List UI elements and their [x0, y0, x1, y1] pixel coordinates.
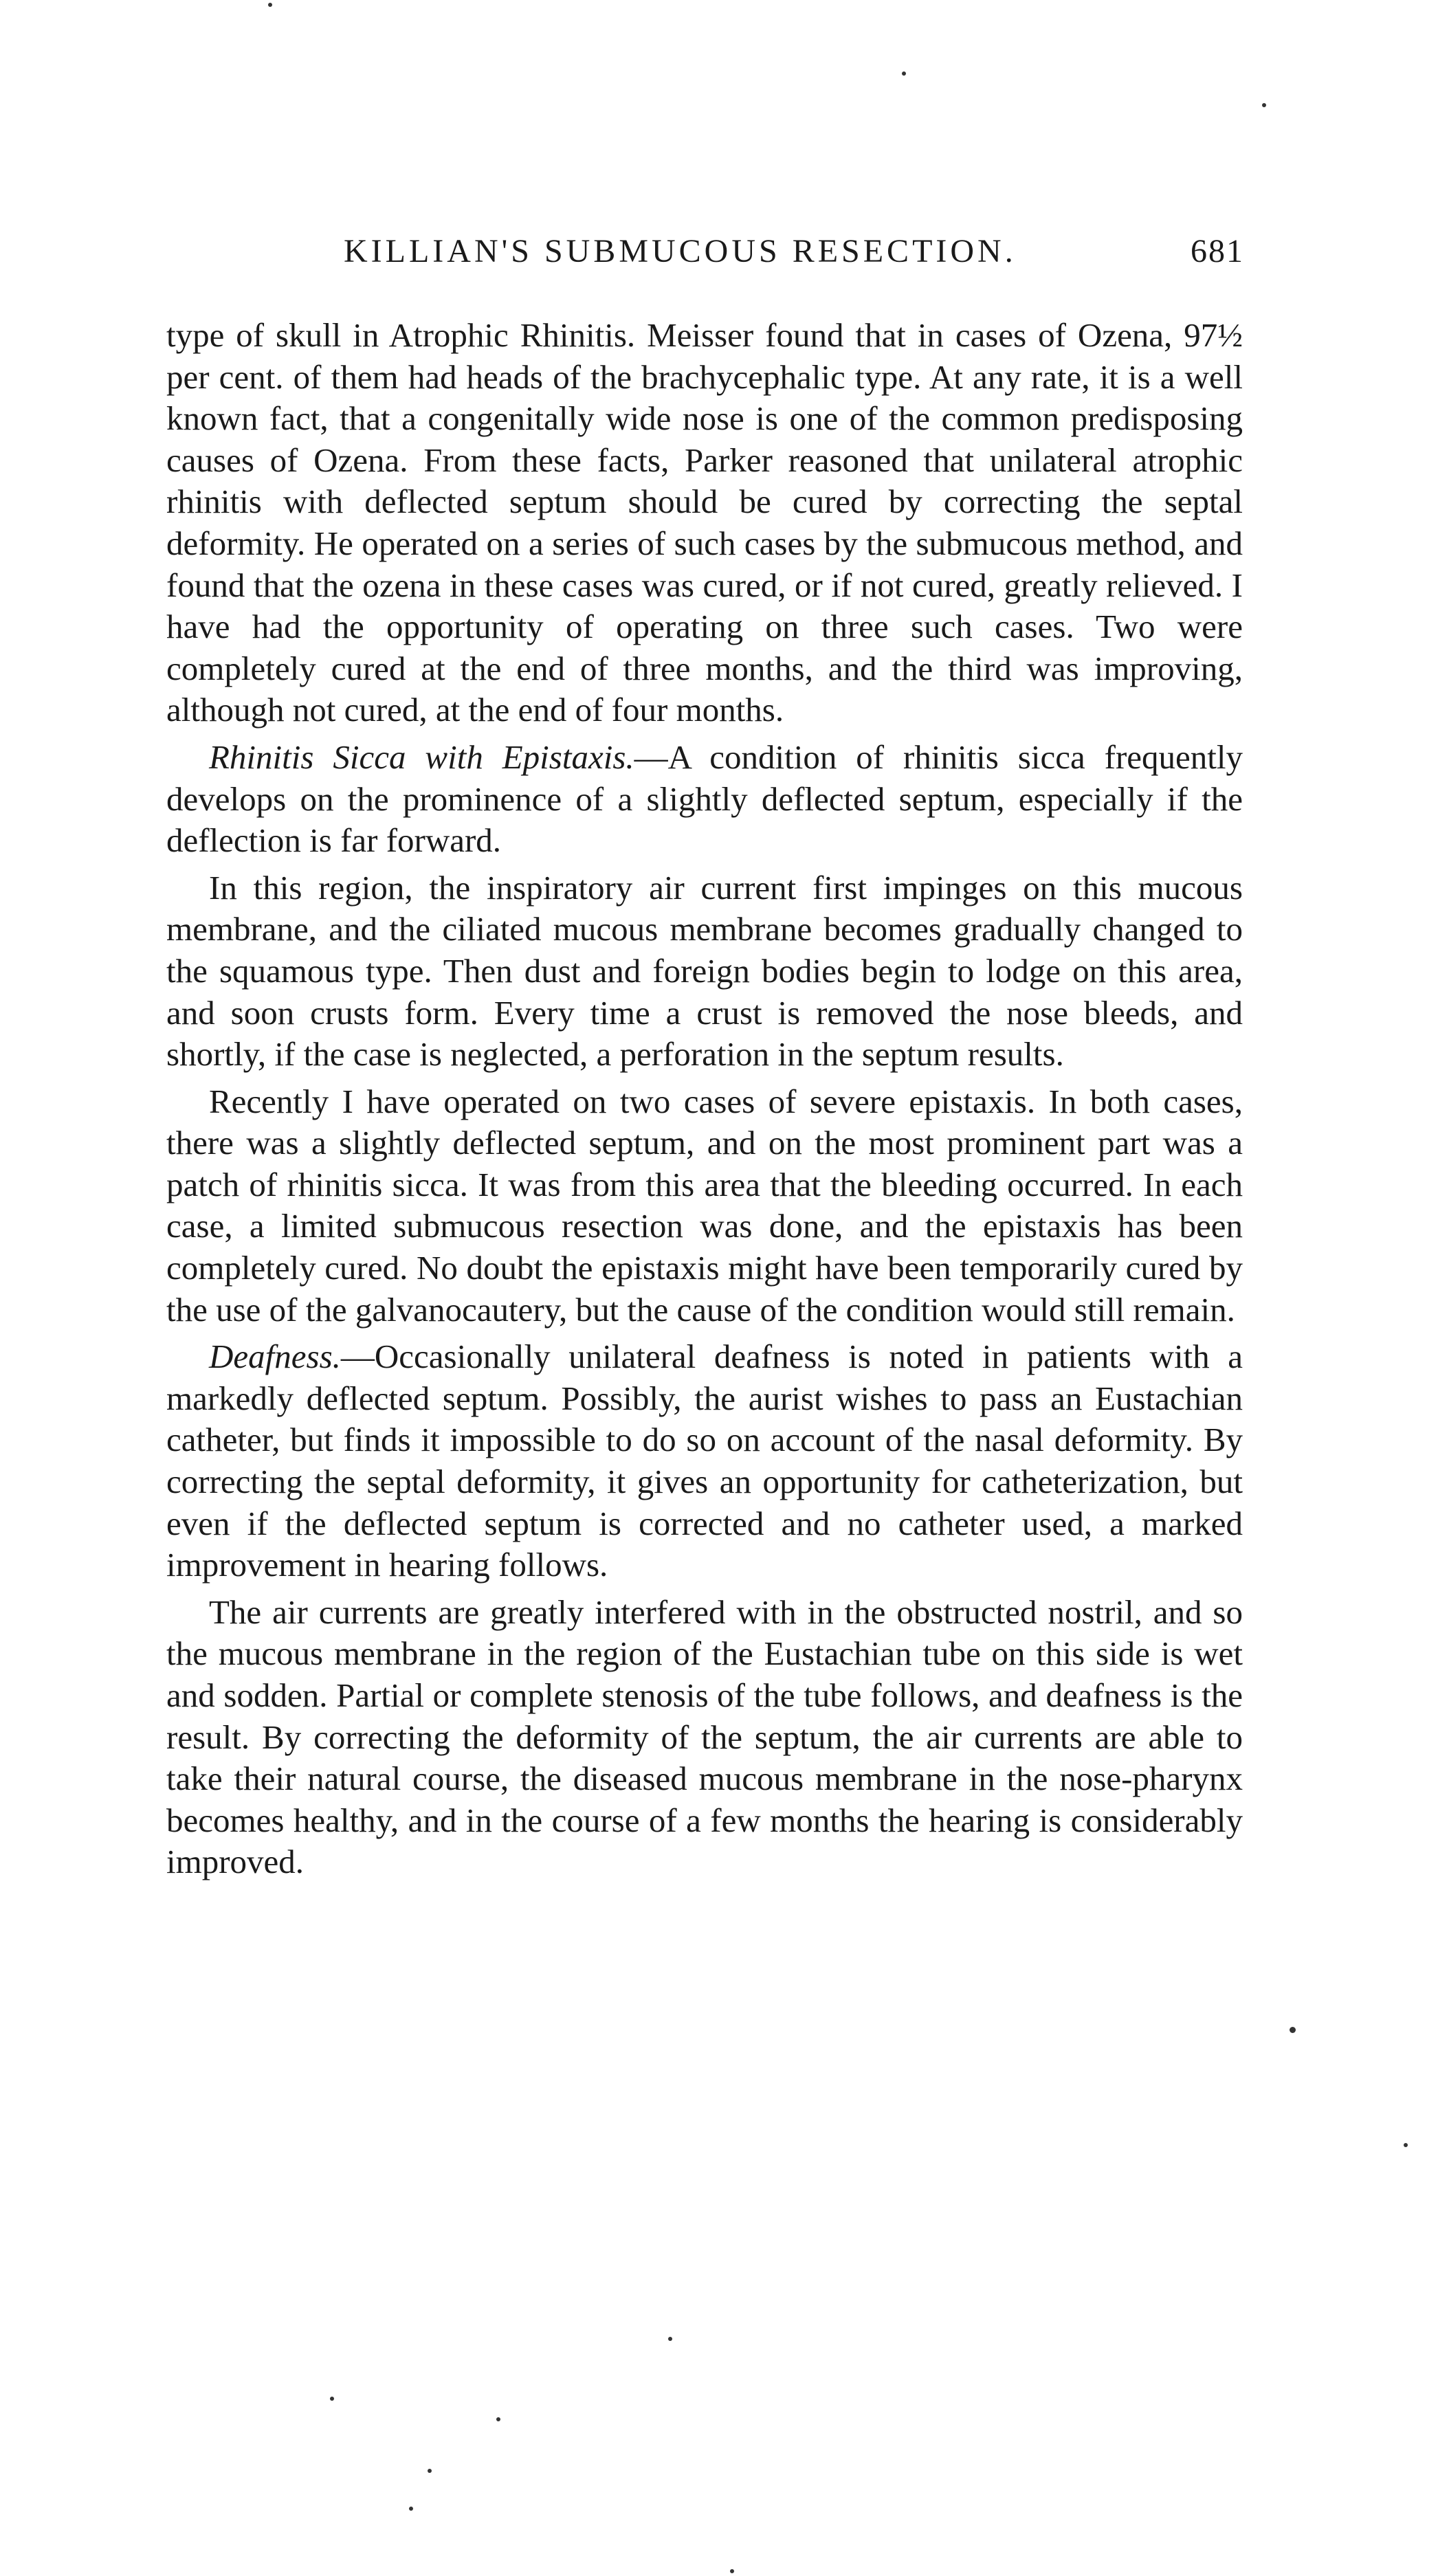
paragraph-epistaxis-cases [166, 1081, 1243, 1331]
paragraph-air-currents [166, 1592, 1243, 1883]
section-heading-deafness: Deafness. [209, 1337, 341, 1376]
page-number: 681 [1191, 233, 1244, 269]
paragraph-text: The air currents are greatly interfered with in the obstructed nostril, and so the mucous membrane in the region of the Eustachian tube on this side is wet and sodden. Partial or complete stenosis of the tube follows, and deafness is the result. By correcting the deformity of the septum, the air currents are able to take their natural course, the diseased mucous membrane in the nose-pharynx becomes healthy, and in the course of a few months the hearing is considerably improved. [166, 1592, 1243, 1881]
scan-speck [428, 2469, 432, 2473]
scan-speck [1290, 2027, 1296, 2033]
paragraph-text: type of skull in Atrophic Rhinitis. Meisser found that in cases of Ozena, 97½ per cent. of them had heads of the brachycephalic type. At any rate, it is a well known fact, that a congenitally wide nose is one of the common predisposing causes of Ozena. From these facts, Parker reasoned that unilateral atrophic rhinitis with deflected septum should be cured by correcting the septal deformity. He operated on a series of such cases by the submucous method, and found that the ozena in these cases was cured, or if not cured, greatly relieved. I have had the opportunity of operating on three such cases. Two were completely cured at the end of three months, and the third was improving, although not cured, at the end of four months. [166, 316, 1243, 729]
running-head [165, 232, 1244, 280]
paragraph-inspiratory-current [166, 867, 1243, 1076]
scan-speck [409, 2507, 413, 2511]
scan-speck [1404, 2143, 1408, 2147]
paragraph-ozena [166, 315, 1243, 731]
paragraph-text: Recently I have operated on two cases of severe epistaxis. In both cases, there was a slightly deflected septum, and on the most prominent part was a patch of rhinitis sicca. It was from this area that the bleeding occurred. In each case, a limited submucous resection was done, and the epistaxis has been completely cured. No doubt the epistaxis might have been temporarily cured by the use of the galvanocautery, but the cause of the condition would still remain. [166, 1082, 1243, 1329]
body-text [166, 315, 1243, 1883]
paragraph-rhinitis-sicca [166, 737, 1243, 862]
paragraph-text: In this region, the inspiratory air current first impinges on this mucous membrane, and the ciliated mucous membrane becomes gradually changed to the squamous type. Then dust and foreign bodies begin to lodge on this area, and soon crusts form. Every time a crust is removed the nose bleeds, and shortly, if the case is neglected, a perforation in the septum results. [166, 868, 1243, 1074]
scan-speck [1262, 103, 1266, 107]
scan-speck [730, 2569, 734, 2573]
scan-speck [496, 2417, 500, 2421]
paragraph-text: —Occasionally unilateral deafness is noted in patients with a markedly deflected septum. Possibly, the aurist wishes to pass an Eustachian catheter, but finds it impossible to do so on account of the nasal deformity. By correcting the septal deformity, it gives an opportunity for catheterization, but even if the deflected septum is corrected and no catheter used, a marked improvement in hearing follows. [166, 1337, 1243, 1584]
scan-speck [668, 2337, 672, 2341]
scan-speck [268, 3, 272, 7]
paragraph-deafness [166, 1336, 1243, 1586]
section-heading-rhinitis-sicca: Rhinitis Sicca with Epistaxis. [209, 737, 634, 776]
running-title: KILLIAN'S SUBMUCOUS RESECTION. [344, 233, 1017, 269]
paragraph-text: —A condition of rhinitis sicca frequently develops on the prominence of a slightly deflected septum, especially if the deflection is far forward. [166, 737, 1243, 860]
scan-speck [330, 2397, 334, 2401]
scan-speck [902, 71, 906, 76]
